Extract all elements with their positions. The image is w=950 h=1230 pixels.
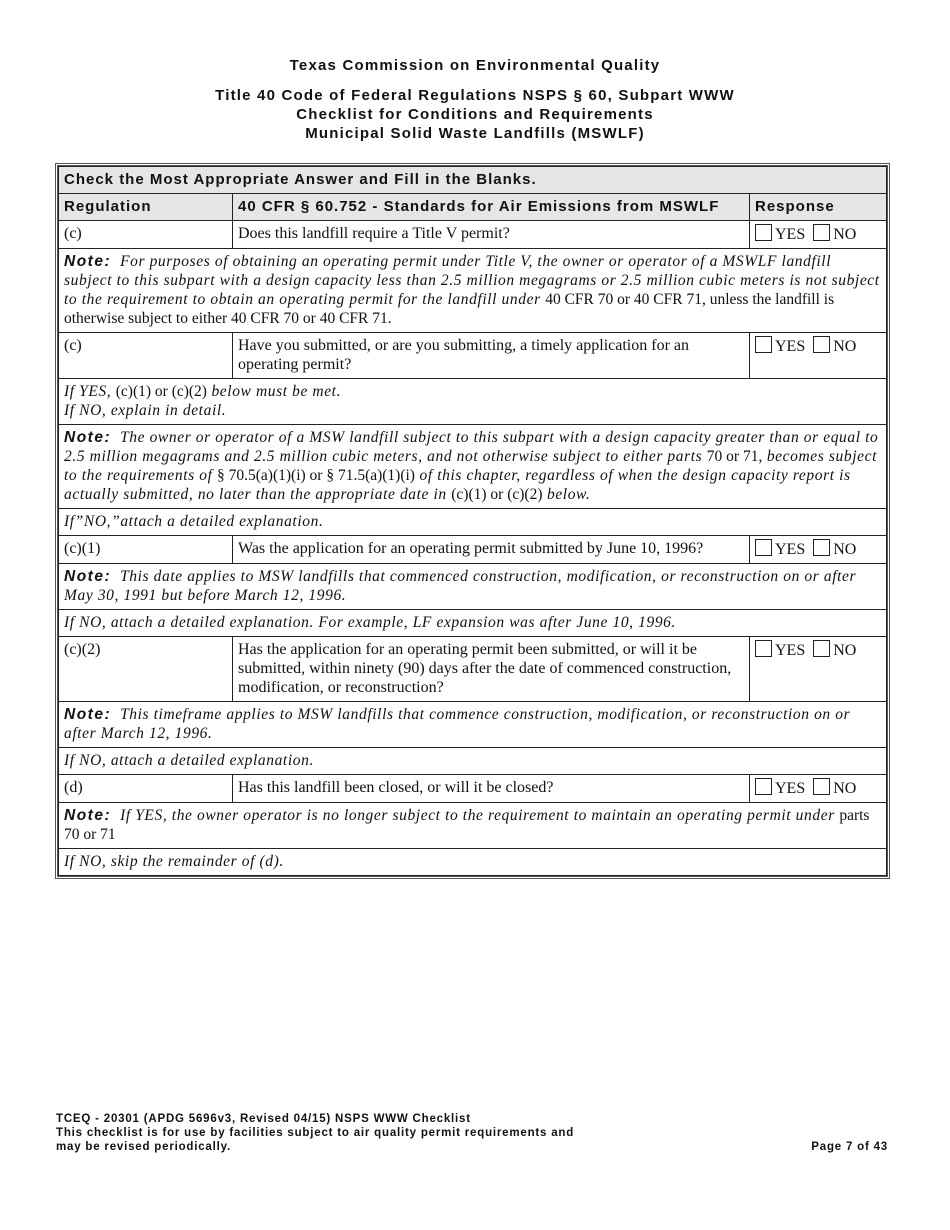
no-label: NO bbox=[833, 541, 857, 558]
title-line: Checklist for Conditions and Requirements bbox=[296, 106, 654, 123]
condition-row bbox=[59, 748, 887, 775]
note-row bbox=[59, 425, 887, 509]
note-row bbox=[59, 249, 887, 333]
regulation-ref: (c) bbox=[59, 333, 233, 379]
no-checkbox[interactable] bbox=[813, 539, 830, 556]
instruction-text: Check the Most Appropriate Answer and Fill in the Blanks. bbox=[59, 167, 887, 194]
note-row bbox=[59, 702, 887, 748]
page-footer bbox=[56, 1112, 888, 1154]
regulation-ref: (d) bbox=[59, 775, 233, 803]
regulation-ref: (c)(1) bbox=[59, 536, 233, 564]
footer-disclaimer-line: may be revised periodically. bbox=[56, 1141, 231, 1153]
question-text: Have you submitted, or are you submitting, a timely application for an operating permit? bbox=[233, 333, 750, 379]
note-text: Note: This date applies to MSW landfills that commenced construction, modification, or reconstruction on or after May 30, 1991 but before March 12, 1996. bbox=[59, 564, 887, 610]
response-cell bbox=[750, 536, 887, 564]
yes-label: YES bbox=[775, 780, 806, 797]
note-text: Note: This timeframe applies to MSW landfills that commence construction, modification, or reconstruction on or after March 12, 1996. bbox=[59, 702, 887, 748]
response-header: Response bbox=[750, 194, 887, 221]
condition-row bbox=[59, 509, 887, 536]
no-label: NO bbox=[833, 780, 857, 797]
regulation-header: Regulation bbox=[59, 194, 233, 221]
question-row-timely-application bbox=[59, 333, 887, 379]
note-row bbox=[59, 803, 887, 849]
yes-checkbox[interactable] bbox=[755, 640, 772, 657]
response-cell bbox=[750, 333, 887, 379]
instruction-row bbox=[59, 167, 887, 194]
checklist-form bbox=[55, 163, 890, 879]
yes-checkbox[interactable] bbox=[755, 224, 772, 241]
note-text: Note: For purposes of obtaining an operating permit under Title V, the owner or operator of a MSWLF landfill subject to this subpart with a design capacity less than 2.5 million megagrams or 2.5 million cubic meters is not subject to the requirement to obtain an operating permit for the landfill under 40 CFR 70 or 40 CFR 71, unless the landfill is otherwise subject to either 40 CFR 70 or 40 CFR 71. bbox=[59, 249, 887, 333]
no-checkbox[interactable] bbox=[813, 778, 830, 795]
no-checkbox[interactable] bbox=[813, 224, 830, 241]
yes-label: YES bbox=[775, 642, 806, 659]
no-label: NO bbox=[833, 642, 857, 659]
document-header bbox=[0, 56, 950, 143]
yes-checkbox[interactable] bbox=[755, 539, 772, 556]
no-label: NO bbox=[833, 338, 857, 355]
response-cell bbox=[750, 637, 887, 702]
question-text: Does this landfill require a Title V permit? bbox=[233, 221, 750, 249]
condition-text: If NO, attach a detailed explanation. For example, LF expansion was after June 10, 1996. bbox=[59, 610, 887, 637]
question-row-title-v bbox=[59, 221, 887, 249]
question-text: Was the application for an operating permit submitted by June 10, 1996? bbox=[233, 536, 750, 564]
regulation-ref: (c)(2) bbox=[59, 637, 233, 702]
page-number: Page 7 of 43 bbox=[811, 1141, 888, 1153]
condition-text: If NO, attach a detailed explanation. bbox=[59, 748, 887, 775]
column-header-row bbox=[59, 194, 887, 221]
title-line: Municipal Solid Waste Landfills (MSWLF) bbox=[305, 125, 645, 142]
document-title bbox=[0, 86, 950, 143]
no-checkbox[interactable] bbox=[813, 640, 830, 657]
condition-row bbox=[59, 379, 887, 425]
condition-row bbox=[59, 849, 887, 876]
response-cell bbox=[750, 221, 887, 249]
question-text: Has this landfill been closed, or will it be closed? bbox=[233, 775, 750, 803]
form-id: TCEQ - 20301 (APDG 5696v3, Revised 04/15) NSPS WWW Checklist bbox=[56, 1113, 471, 1125]
agency-name: Texas Commission on Environmental Quality bbox=[289, 57, 661, 74]
condition-row bbox=[59, 610, 887, 637]
condition-text: If YES, (c)(1) or (c)(2) below must be met. If NO, explain in detail. bbox=[59, 379, 887, 425]
question-text: Has the application for an operating permit been submitted, or will it be submitted, within ninety (90) days after the date of commenced construction, modification, or reconstruction? bbox=[233, 637, 750, 702]
condition-text: If NO, skip the remainder of (d). bbox=[59, 849, 887, 876]
question-row-c1 bbox=[59, 536, 887, 564]
question-row-closed bbox=[59, 775, 887, 803]
condition-text: If”NO,”attach a detailed explanation. bbox=[59, 509, 887, 536]
note-text: Note: The owner or operator of a MSW landfill subject to this subpart with a design capacity greater than or equal to 2.5 million megagrams and 2.5 million cubic meters, and not otherwise subject to either parts 70 or 71, becomes subject to the requirements of § 70.5(a)(1)(i) or § 71.5(a)(1)(i) of this chapter, regardless of when the design capacity report is actually submitted, no later than the appropriate date in (c)(1) or (c)(2) below. bbox=[59, 425, 887, 509]
no-checkbox[interactable] bbox=[813, 336, 830, 353]
note-row bbox=[59, 564, 887, 610]
yes-label: YES bbox=[775, 541, 806, 558]
title-line: Title 40 Code of Federal Regulations NSPS § 60, Subpart WWW bbox=[215, 87, 735, 104]
yes-label: YES bbox=[775, 226, 806, 243]
note-text: Note: If YES, the owner operator is no longer subject to the requirement to maintain an operating permit under parts 70 or 71 bbox=[59, 803, 887, 849]
yes-checkbox[interactable] bbox=[755, 778, 772, 795]
no-label: NO bbox=[833, 226, 857, 243]
standard-header: 40 CFR § 60.752 - Standards for Air Emissions from MSWLF bbox=[233, 194, 750, 221]
regulation-ref: (c) bbox=[59, 221, 233, 249]
footer-disclaimer-line: This checklist is for use by facilities subject to air quality permit requirements and bbox=[56, 1127, 575, 1139]
response-cell bbox=[750, 775, 887, 803]
yes-checkbox[interactable] bbox=[755, 336, 772, 353]
yes-label: YES bbox=[775, 338, 806, 355]
question-row-c2 bbox=[59, 637, 887, 702]
checklist-table bbox=[58, 166, 887, 876]
